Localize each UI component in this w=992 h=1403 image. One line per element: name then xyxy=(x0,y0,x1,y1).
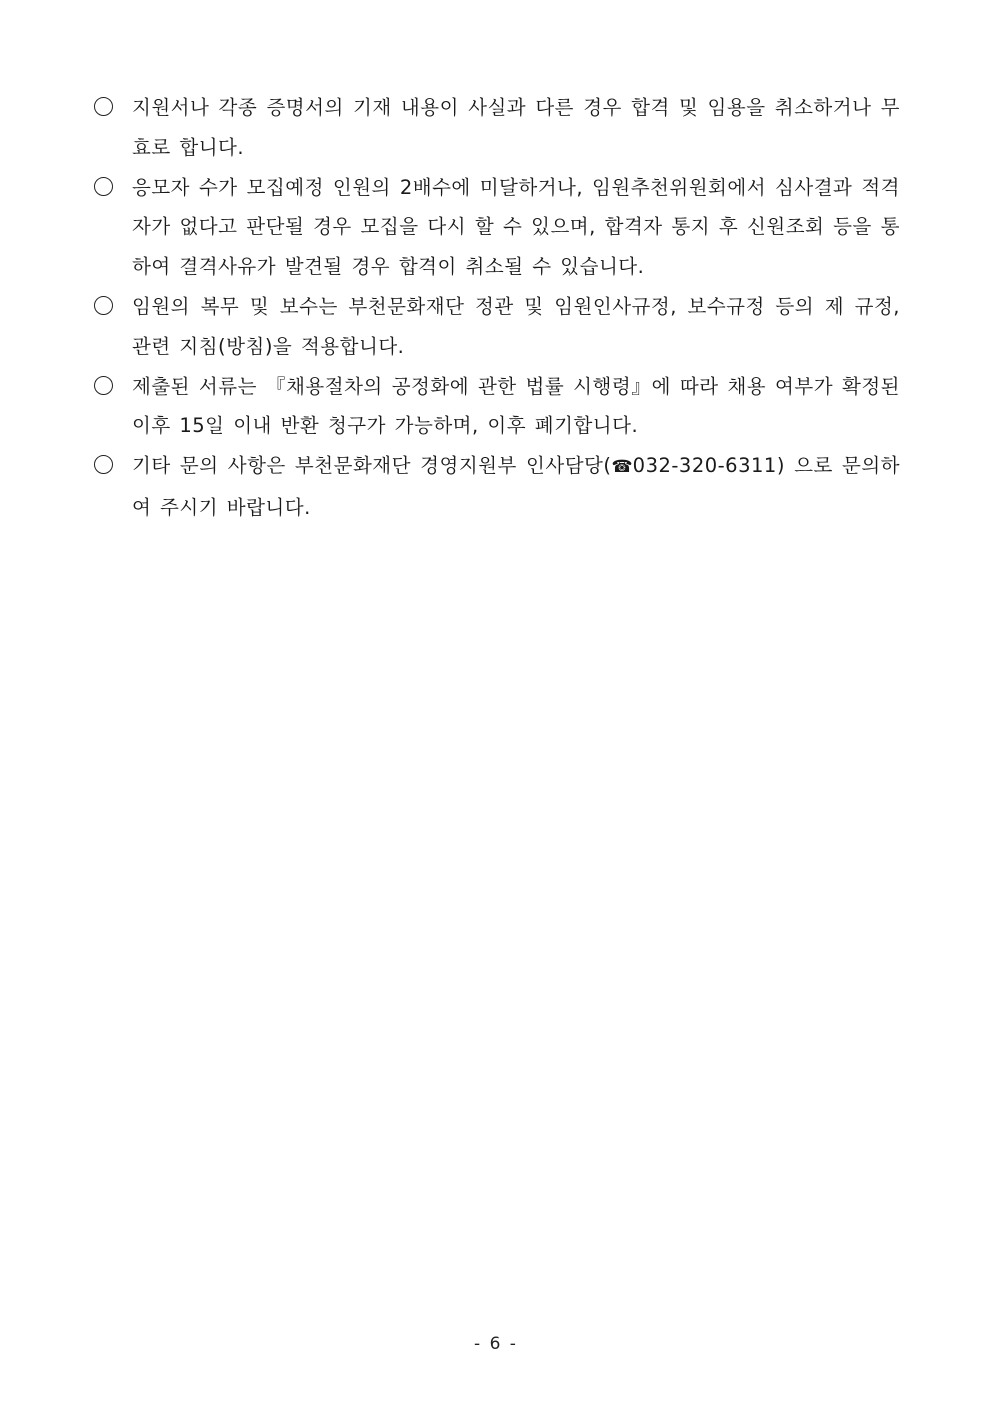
notice-list xyxy=(94,88,900,528)
notice-item xyxy=(94,88,900,168)
notice-text: 임원의 복무 및 보수는 부천문화재단 정관 및 임원인사규정, 보수규정 등의 제 규정, 관련 지침(방침)을 적용합니다. xyxy=(132,294,900,358)
contact-phone-number: 032-320-6311 xyxy=(632,454,777,478)
contact-text-before: 기타 문의 사항은 부천문화재단 경영지원부 인사담당( xyxy=(132,454,612,478)
circle-bullet-icon xyxy=(94,376,113,395)
page-number: - 6 - xyxy=(474,1334,518,1354)
notice-text: 응모자 수가 모집예정 인원의 2배수에 미달하거나, 임원추천위원회에서 심사결과 적격자가 없다고 판단될 경우 모집을 다시 할 수 있으며, 합격자 통지 후 신원조회 등을 통하여 결격사유가 발견될 경우 합격이 취소될 수 있습니다. xyxy=(132,175,900,279)
notice-item xyxy=(94,367,900,447)
phone-icon: ☎ xyxy=(611,457,633,478)
circle-bullet-icon xyxy=(94,177,113,196)
circle-bullet-icon xyxy=(94,97,113,116)
notice-text: 제출된 서류는 『채용절차의 공정화에 관한 법률 시행령』에 따라 채용 여부가 확정된 이후 15일 이내 반환 청구가 가능하며, 이후 폐기합니다. xyxy=(132,374,900,438)
contact-text-after: ) 으로 문의하여 주시기 바랍니다. xyxy=(132,454,900,519)
notice-item xyxy=(94,287,900,367)
notice-item xyxy=(94,168,900,287)
notice-text: 지원서나 각종 증명서의 기재 내용이 사실과 다른 경우 합격 및 임용을 취소하거나 무효로 합니다. xyxy=(132,96,900,159)
circle-bullet-icon xyxy=(94,455,113,474)
circle-bullet-icon xyxy=(94,296,113,315)
notice-item-contact xyxy=(94,446,900,528)
